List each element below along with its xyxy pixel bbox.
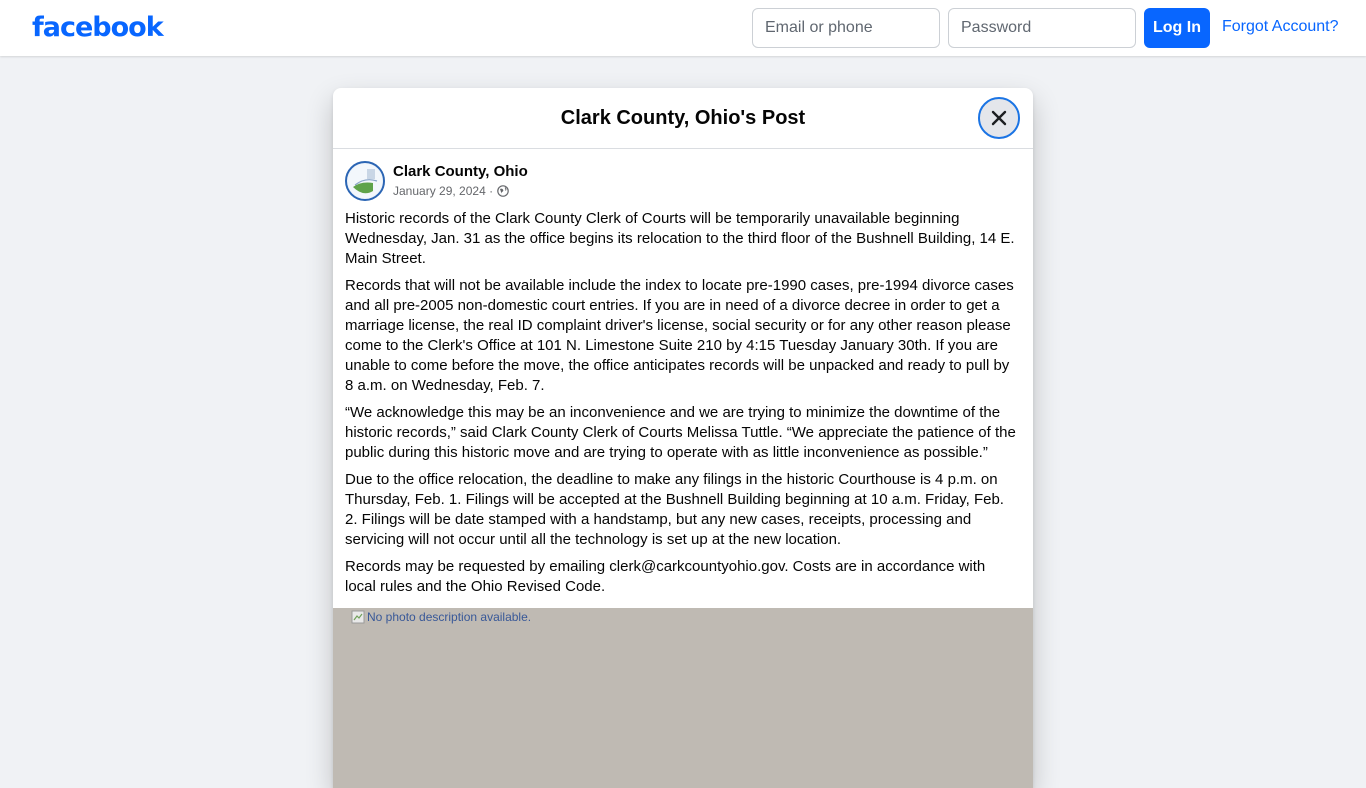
image-alt-text: No photo description available. (367, 610, 532, 624)
post-author-row (333, 149, 1033, 205)
post-paragraph: Historic records of the Clark County Clerk of Courts will be temporarily unavailable beginning Wednesday, Jan. 31 as the office begins its relocation to the third floor of the Bushnell Building, 14 E. Main Street. (345, 210, 1015, 267)
post-paragraph: Records that will not be available include the index to locate pre-1990 cases, pre-1994 divorce cases and all pre-2005 non-domestic court entries. If you are in need of a divorce decree in order to get a marriage license, the real ID complaint driver's license, social security or for any other reason please come to the Clerk's Office at 101 N. Limestone Suite 210 by 4:15 Tuesday January 30th. If you are unable to come before the move, the office anticipates records will be unpacked and ready to pull by 8 a.m. on Wednesday, Feb. 7. (345, 277, 1014, 394)
post-body (333, 205, 1033, 597)
dialog-title: Clark County, Ohio's Post (560, 107, 806, 129)
broken-image (351, 610, 531, 624)
globe-icon (497, 185, 509, 197)
close-icon (990, 109, 1008, 127)
post-dialog (333, 88, 1033, 788)
post-paragraph: “We acknowledge this may be an inconvenience and we are trying to minimize the downtime of the historic records,” said Clark County Clerk of Courts Melissa Tuttle. “We appreciate the patience of the public during this historic move and are trying to operate with as little inconvenience as possible.” (345, 404, 1016, 461)
close-dialog-button[interactable] (978, 97, 1020, 139)
post-date-link[interactable]: January 29, 2024 · (393, 184, 494, 198)
password-input[interactable] (948, 8, 1136, 48)
facebook-logo[interactable]: facebook (32, 12, 163, 43)
email-or-phone-input[interactable] (752, 8, 940, 48)
post-paragraph: Records may be requested by emailing clerk@carkcountyohio.gov. Costs are in accordance with local rules and the Ohio Revised Code. (345, 558, 986, 595)
dialog-header (333, 88, 1033, 149)
author-name-link[interactable]: Clark County, Ohio (393, 163, 528, 180)
broken-image-icon (351, 610, 365, 624)
post-photo[interactable] (333, 608, 1033, 788)
post-meta (393, 184, 509, 198)
page-avatar[interactable] (345, 161, 385, 201)
log-in-button[interactable]: Log In (1144, 8, 1210, 48)
top-navigation-bar (0, 0, 1366, 56)
forgot-account-link[interactable]: Forgot Account? (1222, 18, 1339, 35)
post-paragraph: Due to the office relocation, the deadline to make any filings in the historic Courthouse is 4 p.m. on Thursday, Feb. 1. Filings will be accepted at the Bushnell Building beginning at 10 a.m. Friday, Feb. 2. Filings will be date stamped with a handstamp, but any new cases, receipts, processing and servicing will not occur until all the technology is set up at the new location. (345, 471, 1004, 548)
